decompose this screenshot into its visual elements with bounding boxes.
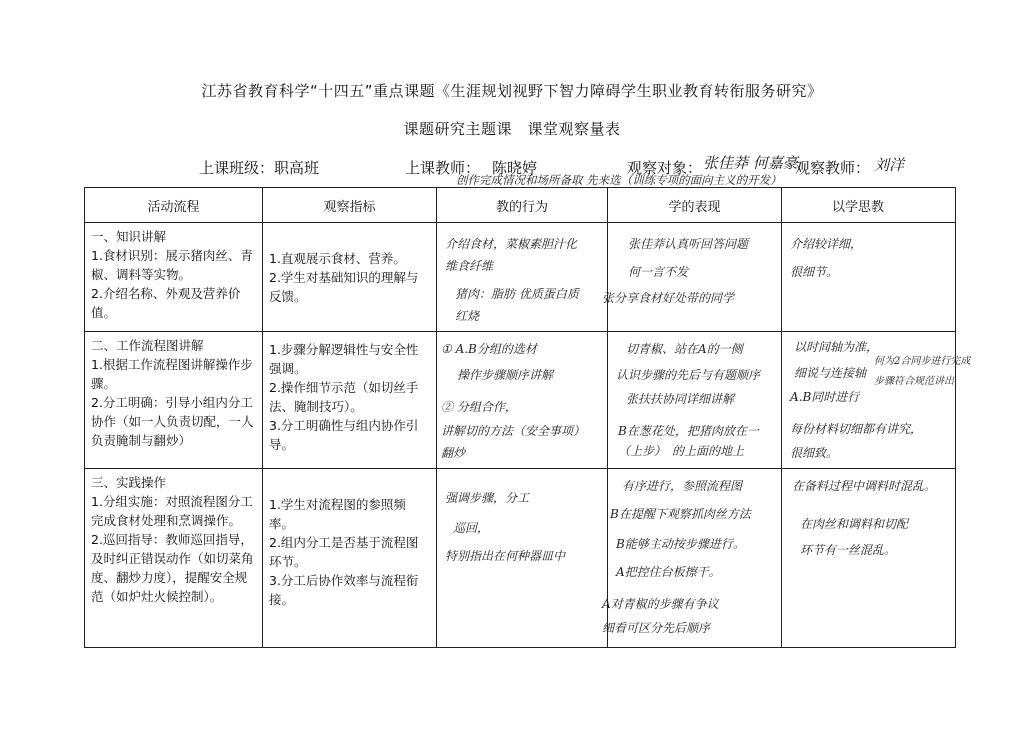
header-learn: 学的表现 (608, 188, 782, 223)
document-title: 江苏省教育科学“十四五”重点课题《生涯规划视野下智力障碍学生职业教育转衔服务研究》 (201, 82, 823, 100)
header-teach: 教的行为 (437, 188, 608, 223)
observer-label: 观察教师： (795, 159, 871, 177)
cell-reflect: 介绍较详细， 很细节。 (782, 223, 956, 332)
teacher-value: 陈晓婷 (492, 159, 538, 177)
header-indicators: 观察指标 (263, 188, 437, 223)
teacher-label: 上课教师： (405, 159, 481, 177)
cell-process: 二、工作流程图讲解 1.根据工作流程图讲解操作步骤。 2.分工明确：引导小组内分工协作（如一人负责切配，一人负责腌制与翻炒） (85, 332, 263, 469)
class-label: 上课班级： (199, 159, 275, 177)
cell-learn: 张佳莽认真听回答问题 何一言不发 张分享食材好处带的同学 (608, 223, 782, 332)
header-process: 活动流程 (85, 188, 263, 223)
cell-teach: 介绍食材，菜椒素胆汁化 维食纤维 猪肉：脂肪 优质蛋白质 红烧 (437, 223, 608, 332)
observer-field (795, 157, 870, 178)
observation-table (84, 187, 971, 648)
object-value: 张佳莽 何嘉豪 (703, 154, 798, 172)
table-row (85, 223, 956, 332)
cell-learn: 有序进行，参照流程图 B在提醒下观察抓肉丝方法 B能够主动按步骤进行。 A把控住台板擦干。 A对青椒的步骤有争议 细看可区分先后顺序 (608, 469, 782, 648)
cell-reflect: 以时间轴为准， 细说与连接轴 A.B同时进行 每份材料切细都有讲究， 很细致。 何为2合同步进行完成 步骤符合规范讲出 (782, 332, 956, 469)
table-row (85, 469, 956, 648)
class-field (199, 157, 319, 178)
cell-indicators: 1.直观展示食材、营养。 2.学生对基础知识的理解与反馈。 (263, 223, 437, 332)
cell-indicators: 1.学生对流程图的参照频率。 2.组内分工是否基于流程图环节。 3.分工后协作效率与流程衔接。 (263, 469, 437, 648)
table-header-row (85, 188, 956, 223)
cell-reflect: 在备料过程中调料时混乱。 在肉丝和调料和切配 环节有一丝混乱。 (782, 469, 956, 648)
cell-learn: 切青椒、站在A的一侧 认识步骤的先后与有题顺序 张扶扶协同详细讲解 B在葱花处，把猪肉放在一 （上步） 的上面的地上 (608, 332, 782, 469)
cell-teach: ① A.B分组的选材 操作步骤顺序讲解 ② 分组合作， 讲解切的方法（安全事项） 翻炒 (437, 332, 608, 469)
observer-value: 刘洋 (874, 156, 905, 174)
header-reflect: 以学思教 (782, 188, 956, 223)
handwritten-note: 创作完成情况和场所备取 先来选（训练专项的面向主义的开发） (456, 173, 782, 187)
cell-indicators: 1.步骤分解逻辑性与安全性强调。 2.操作细节示范（如切丝手法、腌制技巧）。 3.分工明确性与组内协作引导。 (263, 332, 437, 469)
cell-process: 三、实践操作 1.分组实施：对照流程图分工完成食材处理和烹调操作。 2.巡回指导：教师巡回指导，及时纠正错误动作（如切菜角度、翻炒力度），提醒安全规范（如炉灶火候控制）。 (85, 469, 263, 648)
table-row (85, 332, 956, 469)
document-subtitle: 课题研究主题课 课堂观察量表 (403, 120, 621, 138)
object-label: 观察对象： (627, 159, 703, 177)
cell-teach: 强调步骤，分工 巡回， 特别指出在何种器皿中 (437, 469, 608, 648)
class-value: 职高班 (274, 159, 320, 177)
cell-process: 一、知识讲解 1.食材识别：展示猪肉丝、青椒、调料等实物。 2.介绍名称、外观及营养价值。 (85, 223, 263, 332)
